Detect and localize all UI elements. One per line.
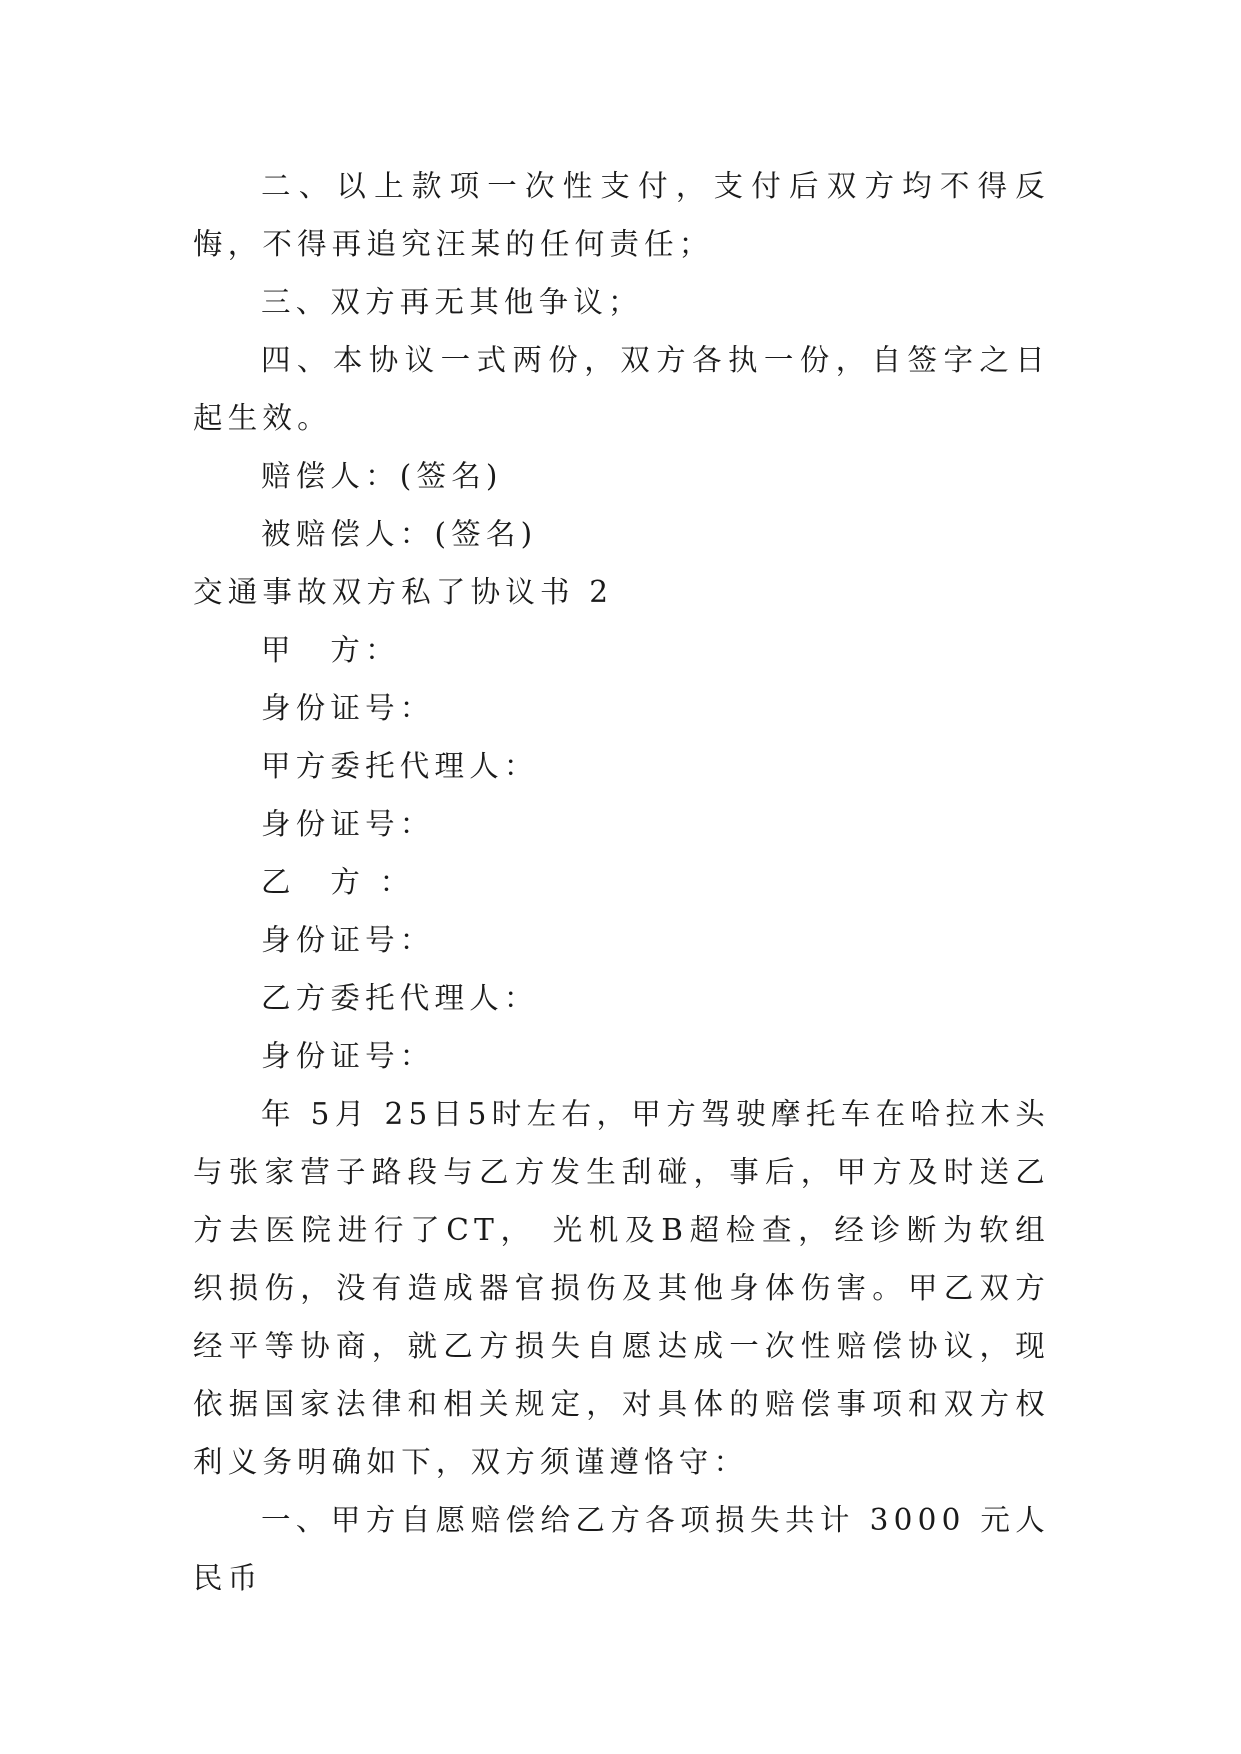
party-a-agent-id-line: 身份证号： (261, 807, 435, 841)
party-b-agent-line: 乙方委托代理人： (261, 981, 539, 1015)
accident-description: 年 5月 25日5时左右，甲方驾驶摩托车在哈拉木头与张家营子路段与乙方发生刮碰，事后，甲方及时送乙方去医院进行了CT， 光机及B超检查，经诊断为软组织损伤，没有造成器官损伤及其他身体伤害。甲乙双方经平等协商，就乙方损失自愿达成一次性赔偿协议，现依据国家法律和相关规定，对具体的赔偿事项和双方权利义务明确如下，双方须谨遵恪守： (193, 1097, 1050, 1479)
party-b-id-line: 身份证号： (261, 923, 435, 957)
agreement-title: 交通事故双方私了协议书 2 (193, 575, 614, 609)
party-a-id-line: 身份证号： (261, 691, 435, 725)
party-b-line: 乙 方 ： (261, 865, 415, 899)
clause-four: 四、本协议一式两份，双方各执一份，自签字之日起生效。 (193, 343, 1050, 435)
compensated-signature-line: 被赔偿人：(签名) (261, 517, 538, 551)
clause-three: 三、双方再无其他争议； (261, 285, 643, 319)
party-a-agent-line: 甲方委托代理人： (261, 749, 539, 783)
party-b-agent-id-line: 身份证号： (261, 1039, 435, 1073)
clause-two: 二、以上款项一次性支付，支付后双方均不得反悔，不得再追究汪某的任何责任； (193, 169, 1050, 261)
clause-one: 一、甲方自愿赔偿给乙方各项损失共计 3000 元人民币 (193, 1503, 1050, 1595)
document-body (193, 157, 1050, 1607)
party-a-line: 甲 方： (261, 633, 400, 667)
compensator-signature-line: 赔偿人：(签名) (261, 459, 503, 493)
